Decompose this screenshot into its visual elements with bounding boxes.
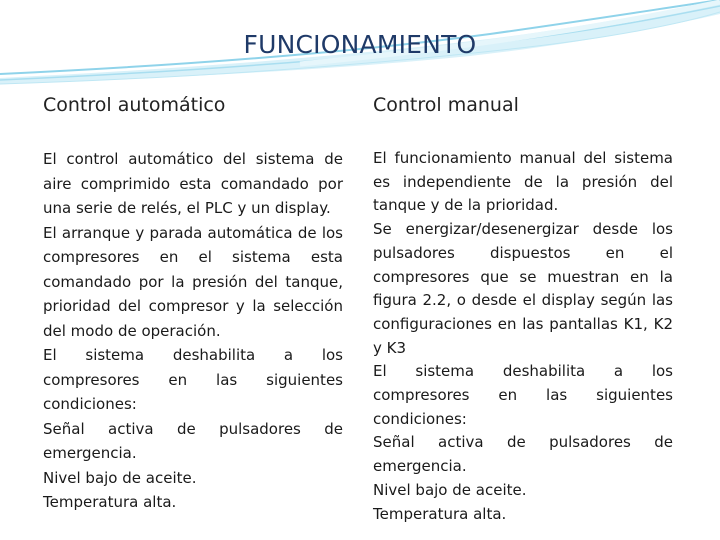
manual-paragraph: Nivel bajo de aceite. [373, 480, 527, 499]
automatic-paragraph: Nivel bajo de aceite. [43, 468, 197, 487]
manual-paragraph: Se energizar/desenergizar desde los pulsadores dispuestos en el compresores que se muestran en la figura 2.2, o desde el display según las configuraciones en las pantallas K1, K2 y K3 [373, 220, 673, 357]
automatic-paragraph: El arranque y parada automática de los compresores en el sistema esta comandado por la presión del tanque, prioridad del compresor y la selección del modo de operación. [43, 223, 343, 340]
automatic-paragraph: Señal activa de pulsadores de emergencia. [43, 419, 343, 462]
page-title: FUNCIONAMIENTO [243, 30, 477, 59]
automatic-paragraph: El sistema deshabilita a los compresores en las siguientes condiciones: [43, 346, 343, 413]
manual-paragraph: Temperatura alta. [373, 504, 507, 523]
column-manual-control [373, 94, 673, 526]
automatic-control-heading: Control automático [43, 94, 226, 116]
manual-control-body [373, 147, 673, 526]
manual-control-heading: Control manual [373, 94, 519, 116]
automatic-control-body [43, 147, 343, 515]
manual-paragraph: El funcionamiento manual del sistema es independiente de la presión del tanque y de la prioridad. [373, 149, 673, 215]
column-automatic-control [43, 94, 343, 515]
automatic-paragraph: El control automático del sistema de aire comprimido esta comandado por una serie de relés, el PLC y un display. [43, 150, 343, 217]
automatic-paragraph: Temperatura alta. [43, 493, 177, 511]
manual-paragraph: El sistema deshabilita a los compresores en las siguientes condiciones: [373, 362, 673, 428]
manual-paragraph: Señal activa de pulsadores de emergencia. [373, 433, 673, 476]
